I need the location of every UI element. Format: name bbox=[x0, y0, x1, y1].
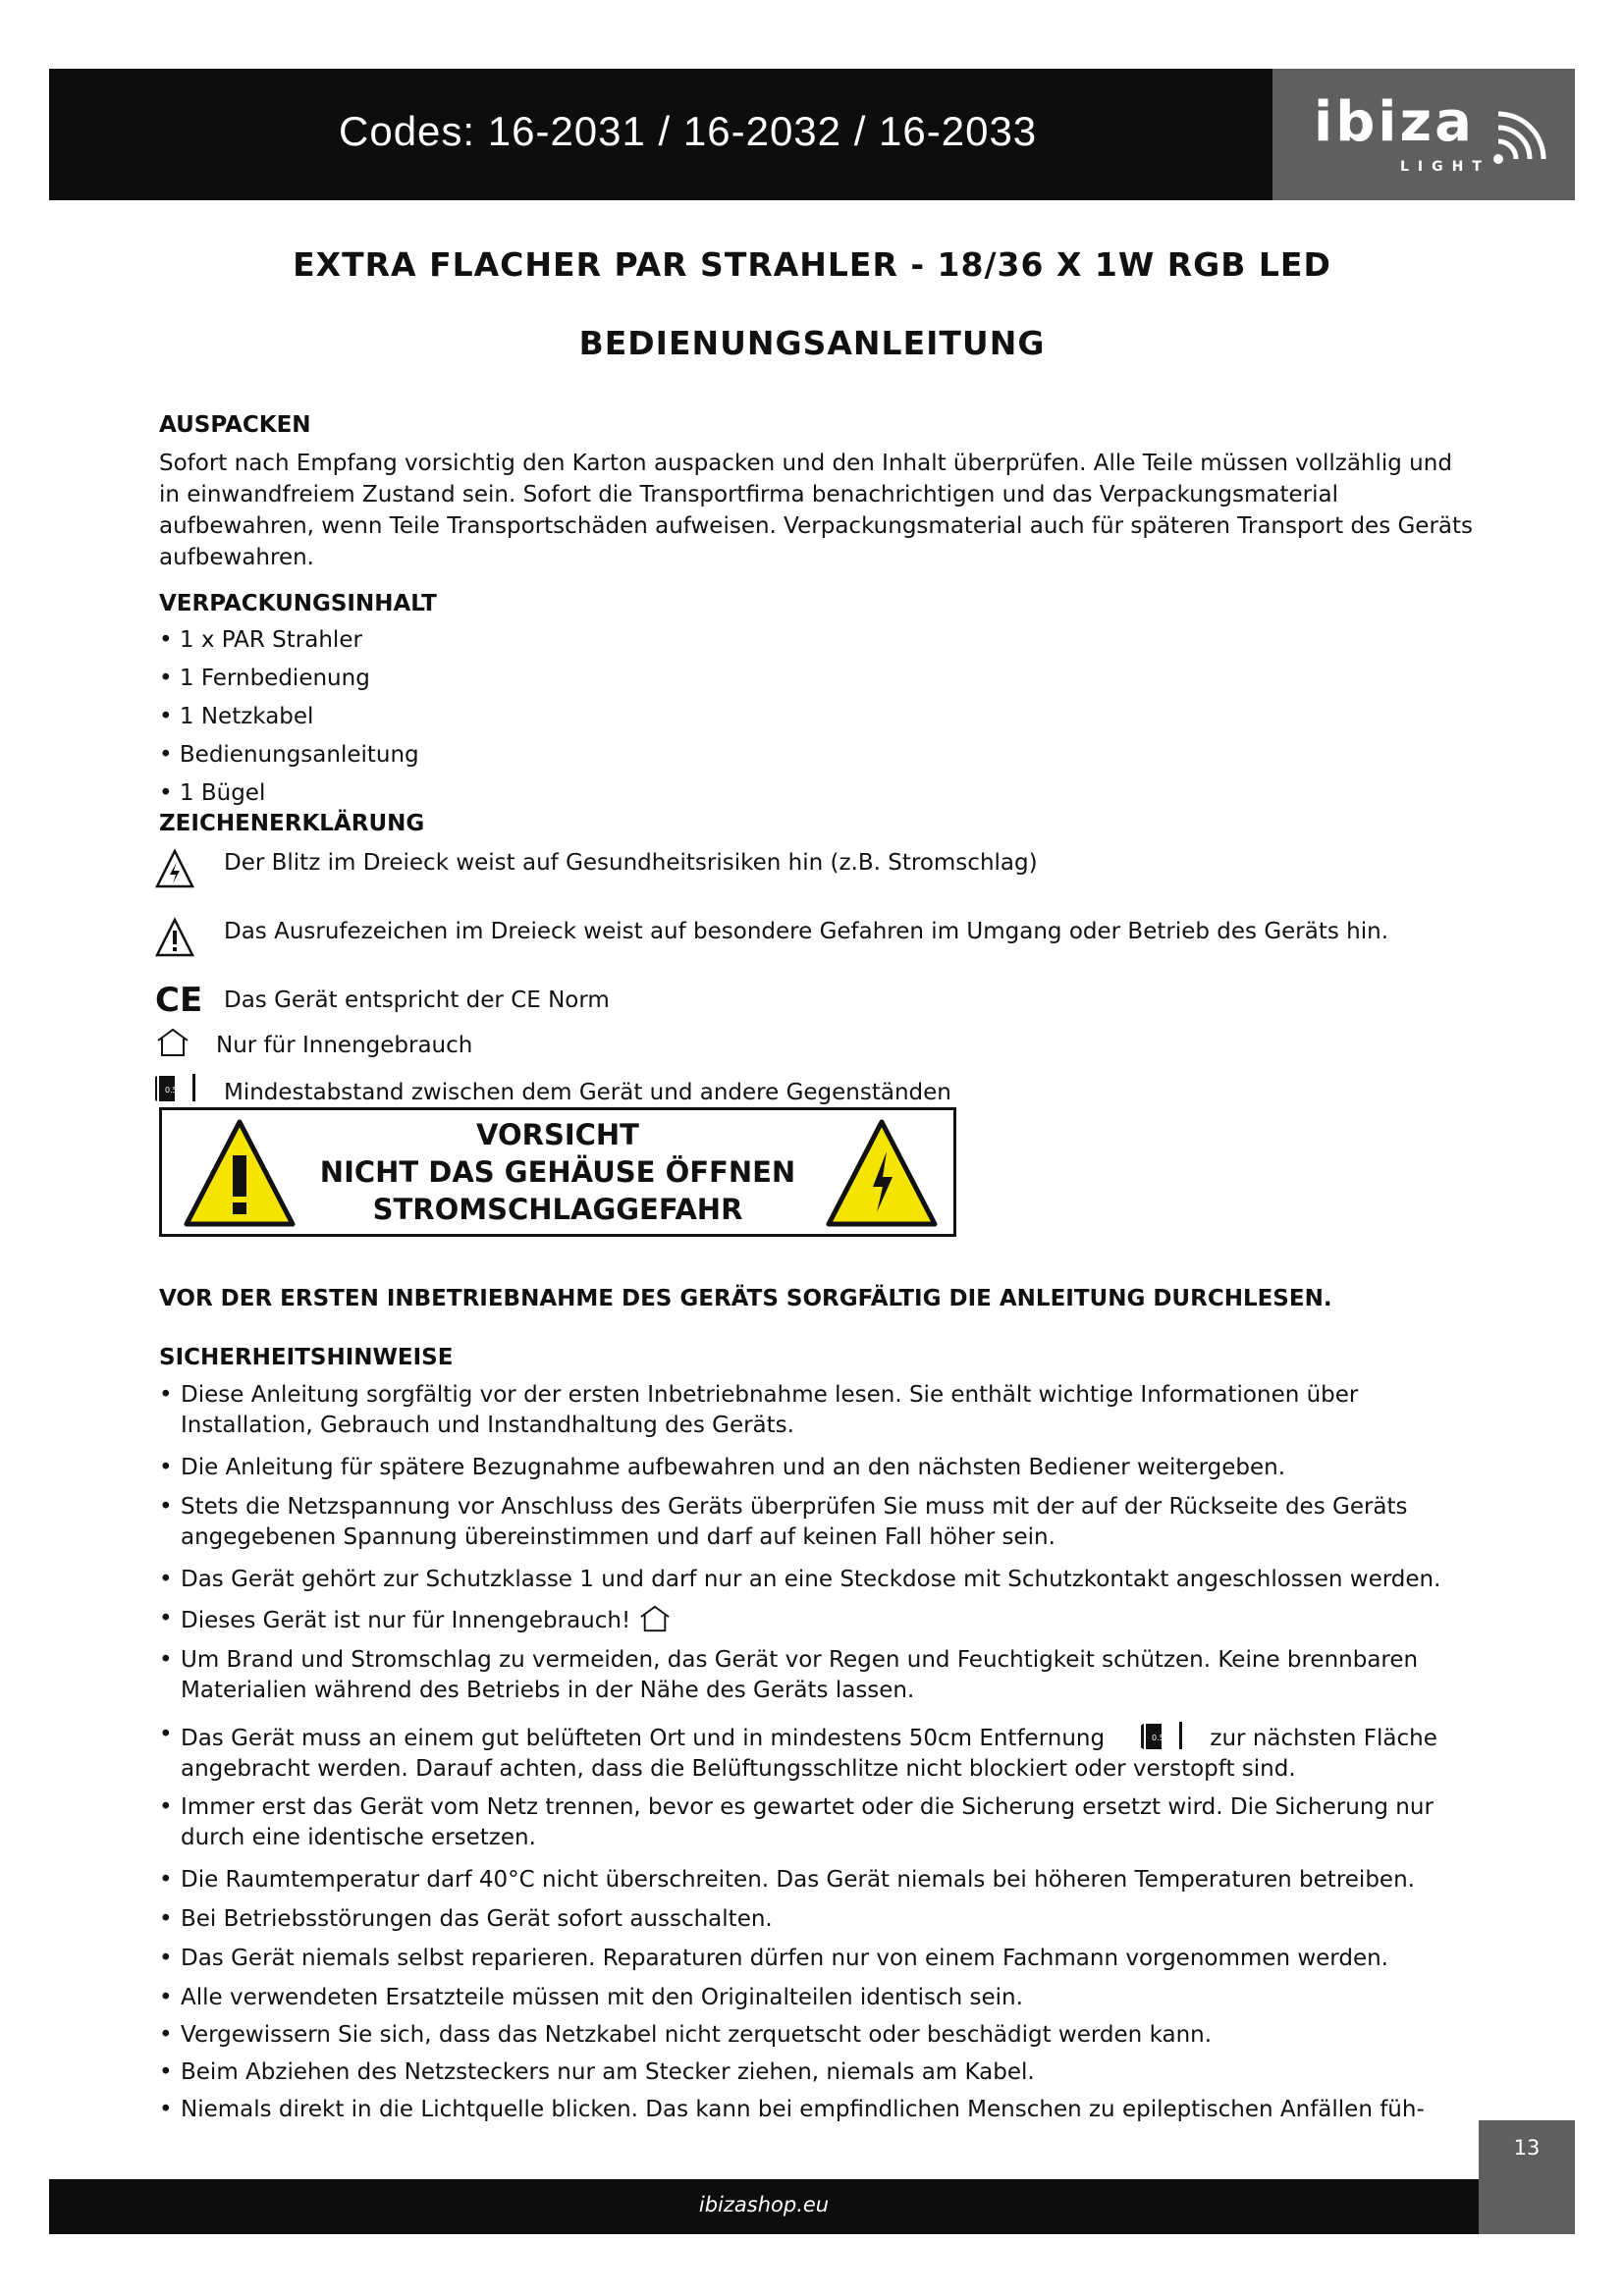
lightning-warning-icon bbox=[824, 1116, 940, 1230]
legend-heading: ZEICHENERKLÄRUNG bbox=[159, 811, 425, 836]
warning-title: VORSICHT bbox=[476, 1118, 639, 1151]
logo-subtext: LIGHT bbox=[1400, 159, 1490, 175]
svg-text:CE: CE bbox=[155, 982, 203, 1017]
list-item: • Beim Abziehen des Netzsteckers nur am Stecker ziehen, niemals am Kabel. bbox=[159, 2059, 1035, 2085]
list-item: • Niemals direkt in die Lichtquelle blicken. Das kann bei empfindlichen Menschen zu epileptischen Anfällen füh- bbox=[159, 2097, 1425, 2122]
list-item: • Dieses Gerät ist nur für Innengebrauch! bbox=[159, 1604, 1475, 1636]
list-item: • Die Anleitung für spätere Bezugnahme aufbewahren und an den nächsten Bediener weitergeben. bbox=[159, 1455, 1286, 1480]
footer-bar bbox=[49, 2179, 1479, 2234]
list-item: • Das Gerät gehört zur Schutzklasse 1 und darf nur an eine Steckdose mit Schutzkontakt angeschlossen werden. bbox=[159, 1567, 1441, 1592]
exclamation-triangle-icon bbox=[155, 917, 194, 958]
safety-heading: SICHERHEITSHINWEISE bbox=[159, 1345, 454, 1370]
list-item: • Immer erst das Gerät vom Netz trennen, bevor es gewartet oder die Sicherung ersetzt wird. Die Sicherung nur durch eine identische ersetzen. bbox=[159, 1794, 1434, 1850]
signal-waves-icon bbox=[1489, 110, 1547, 169]
indoor-house-icon bbox=[155, 1027, 190, 1058]
page-number: 13 bbox=[1513, 2136, 1541, 2160]
footer-url: ibizashop.eu bbox=[698, 2193, 830, 2216]
list-item: • Bei Betriebsstörungen das Gerät sofort ausschalten. bbox=[159, 1906, 773, 1932]
read-manual-notice: VOR DER ERSTEN INBETRIEBNAHME DES GERÄTS SORGFÄLTIG DIE ANLEITUNG DURCHLESEN. bbox=[159, 1286, 1332, 1311]
list-item: • Vergewissern Sie sich, dass das Netzkabel nicht zerquetscht oder beschädigt werden kann. bbox=[159, 2022, 1213, 2048]
logo-text: ibiza bbox=[1314, 90, 1475, 154]
product-codes: Codes: 16-2031 / 16-2032 / 16-2033 bbox=[339, 108, 1038, 154]
warning-box bbox=[159, 1107, 956, 1237]
list-item: • 1 Bügel bbox=[159, 780, 266, 806]
list-item: • 1 Fernbedienung bbox=[159, 666, 370, 691]
list-item: • Um Brand und Stromschlag zu vermeiden, das Gerät vor Regen und Feuchtigkeit schützen. Keine brennbaren Materialien während des Betriebs in der Nähe des Geräts lassen. bbox=[159, 1647, 1419, 1703]
unpack-text: Sofort nach Empfang vorsichtig den Karton auspacken und den Inhalt überprüfen. Alle Teile müssen vollzählig und in einwandfreiem Zustand sein. Sofort die Transportfirma benachrichtigen und das Verpackungsmaterial aufbewahren, wenn Teile Transportschäden aufweisen. Verpackungsmaterial auch für späteren Transport des Geräts aufbewahren. bbox=[159, 451, 1474, 570]
list-item: • Das Gerät muss an einem gut belüfteten Ort und in mindestens 50cm Entfernung 0.5m zur nächsten Fläche angebracht werden. Darauf achten, dass die Belüftungsschlitze nicht blockiert oder verstopft sind. bbox=[159, 1722, 1437, 1782]
min-distance-icon bbox=[1141, 1720, 1186, 1751]
list-item: • Bedienungsanleitung bbox=[159, 742, 419, 768]
indoor-house-icon bbox=[638, 1604, 672, 1633]
page-subtitle: BEDIENUNGSANLEITUNG bbox=[578, 324, 1046, 362]
lightning-triangle-icon bbox=[155, 848, 194, 889]
min-distance-icon bbox=[155, 1072, 198, 1103]
warning-line-2: NICHT DAS GEHÄUSE ÖFFNEN bbox=[319, 1155, 796, 1189]
list-item: • Die Raumtemperatur darf 40°C nicht überschreiten. Das Gerät niemals bei höheren Temperaturen betreiben. bbox=[159, 1867, 1415, 1893]
list-item: • 1 x PAR Strahler bbox=[159, 627, 362, 653]
list-item: • Das Gerät niemals selbst reparieren. Reparaturen dürfen nur von einem Fachmann vorgenommen werden. bbox=[159, 1946, 1388, 1971]
list-item: • Diese Anleitung sorgfältig vor der ersten Inbetriebnahme lesen. Sie enthält wichtige Informationen über Installation, Gebrauch und Instandhaltung des Geräts. bbox=[159, 1382, 1359, 1438]
ce-mark-icon bbox=[155, 982, 210, 1017]
page-title: EXTRA FLACHER PAR STRAHLER - 18/36 X 1W RGB LED bbox=[293, 245, 1331, 284]
unpack-heading: AUSPACKEN bbox=[159, 412, 311, 438]
list-item: • Alle verwendeten Ersatzteile müssen mit den Originalteilen identisch sein. bbox=[159, 1985, 1023, 2010]
list-item: • Stets die Netzspannung vor Anschluss des Geräts überprüfen Sie muss mit der auf der Rückseite des Geräts angegebenen Spannung übereinstimmen und darf auf keinen Fall höher sein. bbox=[159, 1494, 1408, 1550]
svg-text:0.5m: 0.5m bbox=[165, 1086, 186, 1095]
page-number-box bbox=[1479, 2120, 1575, 2234]
list-item: • 1 Netzkabel bbox=[159, 704, 314, 729]
warning-line-3: STROMSCHLAGGEFAHR bbox=[372, 1193, 743, 1226]
brand-logo bbox=[1272, 69, 1575, 200]
header-bar bbox=[49, 69, 1575, 200]
contents-heading: VERPACKUNGSINHALT bbox=[159, 591, 437, 616]
svg-text:0.5m: 0.5m bbox=[1152, 1734, 1172, 1742]
